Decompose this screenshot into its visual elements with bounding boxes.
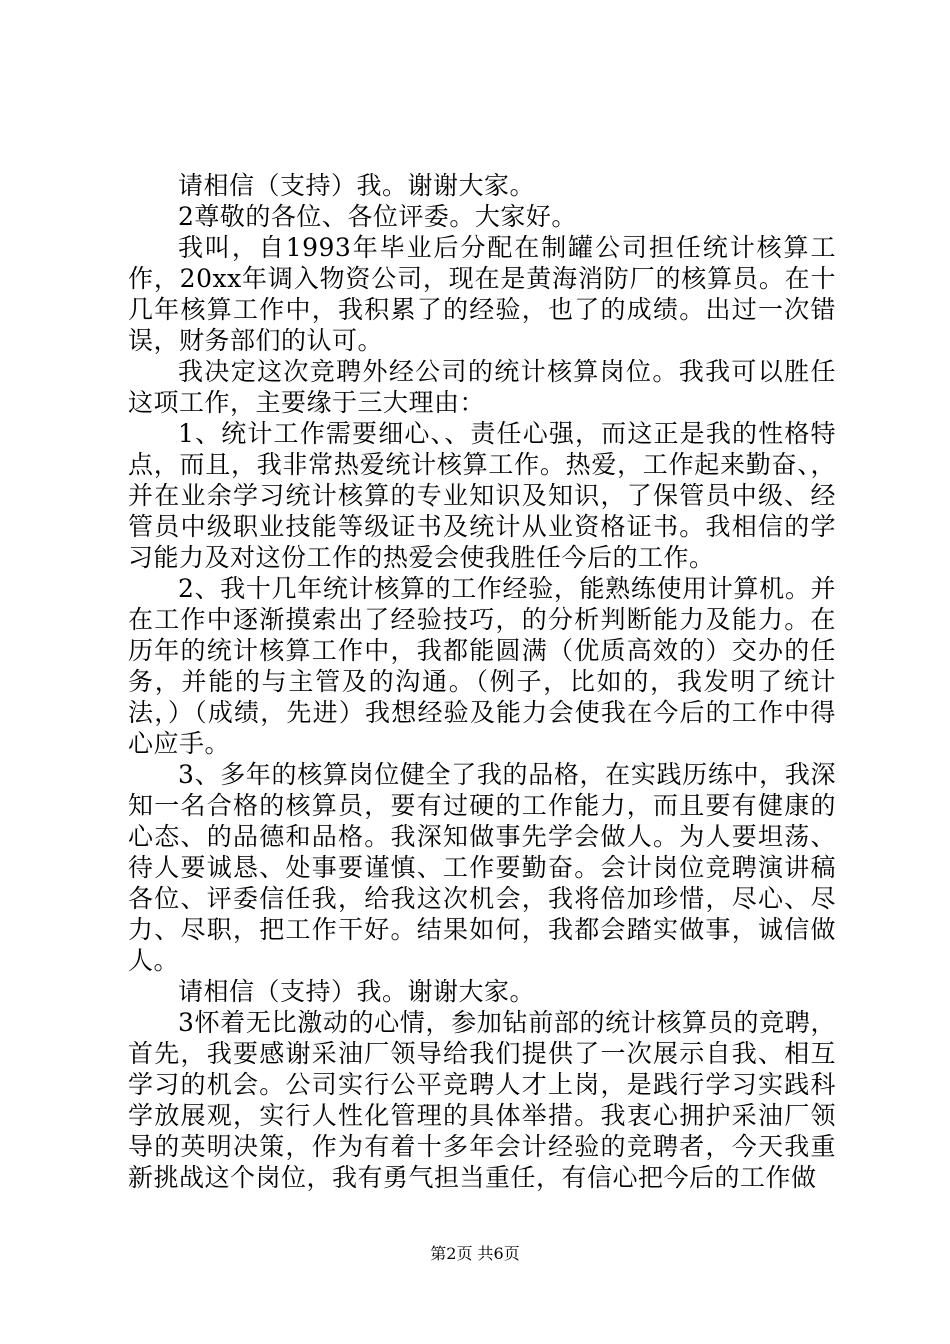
page-number-footer: 第2页 共6页 — [430, 1244, 520, 1263]
paragraph-decision: 我决定这次竞聘外经公司的统计核算岗位。我我可以胜任这项工作，主要缘于三大理由： — [128, 357, 836, 417]
paragraph-closing-2: 请相信（支持）我。谢谢大家。 — [178, 977, 536, 1006]
document-body — [128, 170, 836, 1193]
paragraph-introduction: 我叫，自1993年毕业后分配在制罐公司担任统计核算工作，20xx年调入物资公司，现在是黄海消防厂的核算员。在十几年核算工作中，我积累了的经验，也了的成绩。出过一次错误，财务部们的认可。 — [128, 233, 836, 355]
paragraph-closing-1: 请相信（支持）我。谢谢大家。 — [178, 171, 536, 200]
paragraph-greeting: 2尊敬的各位、各位评委。大家好。 — [178, 202, 577, 231]
paragraph-reason-3: 3、多年的核算岗位健全了我的品格，在实践历练中，我深知一名合格的核算员，要有过硬的工作能力，而且要有健康的心态、的品德和品格。我深知做事先学会做人。为人要坦荡、待人要诚恳、处事要谨慎、工作要勤奋。会计岗位竞聘演讲稿各位、评委信任我，给我这次机会，我将倍加珍惜，尽心、尽力、尽职，把工作干好。结果如何，我都会踏实做事，诚信做人。 — [128, 760, 836, 975]
paragraph-reason-2: 2、我十几年统计核算的工作经验，能熟练使用计算机。并在工作中逐渐摸索出了经验技巧，的分析判断能力及能力。在历年的统计核算工作中，我都能圆满（优质高效的）交办的任务，并能的与主管及的沟通。（例子，比如的，我发明了统计法，）（成绩，先进）我想经验及能力会使我在今后的工作中得心应手。 — [128, 574, 836, 758]
paragraph-reason-1: 1、统计工作需要细心、、责任心强，而这正是我的性格特点，而且，我非常热爱统计核算工作。热爱，工作起来勤奋、，并在业余学习统计核算的专业知识及知识，了保管员中级、经管员中级职业技能等级证书及统计从业资格证书。我相信的学习能力及对这份工作的热爱会使我胜任今后的工作。 — [128, 419, 836, 572]
paragraph-speech-3: 3怀着无比激动的心情，参加钻前部的统计核算员的竞聘，首先，我要感谢采油厂领导给我们提供了一次展示自我、相互学习的机会。公司实行公平竞聘人才上岗，是践行学习实践科学放展观，实行人性化管理的具体举措。我衷心拥护采油厂领导的英明决策，作为有着十多年会计经验的竞聘者，今天我重新挑战这个岗位，我有勇气担当重任，有信心把今后的工作做 — [128, 1008, 836, 1192]
